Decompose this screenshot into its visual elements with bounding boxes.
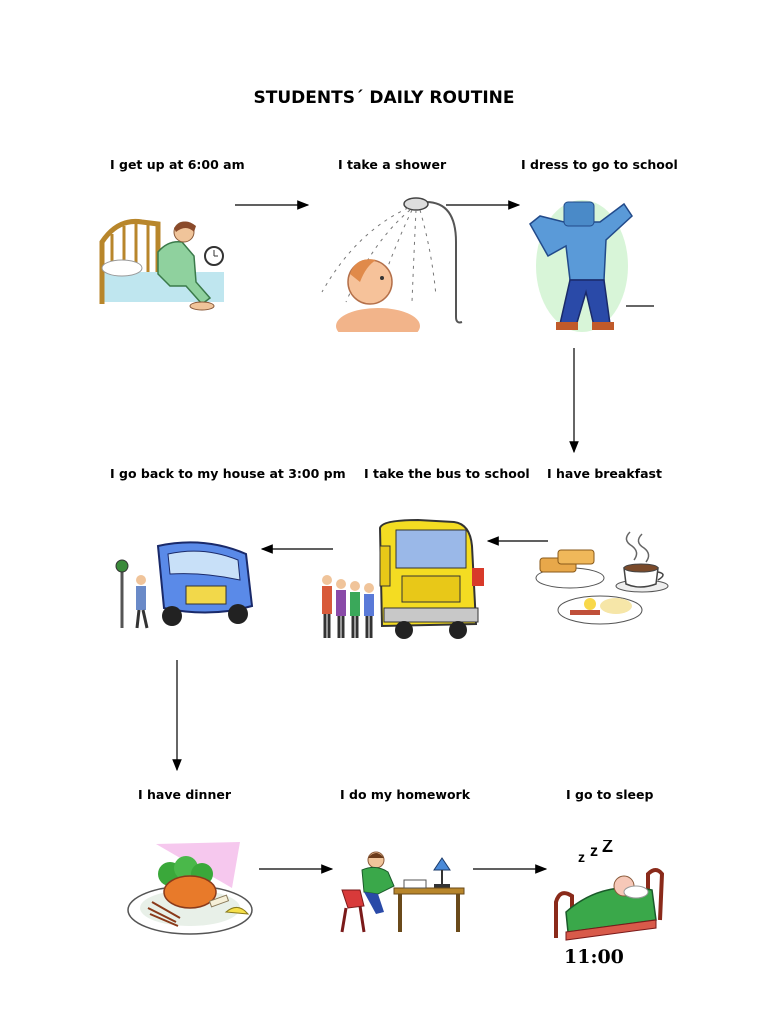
step-label-shower: I take a shower: [338, 157, 447, 172]
shower-icon: [316, 192, 468, 332]
dinner-icon: [126, 838, 256, 942]
svg-text:z: z: [590, 843, 598, 860]
students-group: [322, 575, 374, 638]
step-label-get-up: I get up at 6:00 am: [110, 157, 245, 172]
sleep-time-label: 11:00: [564, 946, 624, 968]
homework-icon: [338, 850, 466, 934]
step-label-go-back: I go back to my house at 3:00 pm: [110, 466, 346, 481]
bus-front-icon: [110, 536, 260, 636]
wake-up-icon: [98, 212, 238, 316]
page-title: STUDENTS´ DAILY ROUTINE: [253, 88, 515, 108]
sleep-icon: [552, 840, 664, 944]
svg-text:Z: Z: [602, 840, 613, 856]
svg-text:z: z: [578, 849, 585, 865]
step-label-dress: I dress to go to school: [521, 157, 678, 172]
step-label-dinner: I have dinner: [138, 787, 231, 802]
step-label-bus: I take the bus to school: [364, 466, 530, 481]
school-bus-icon: [318, 516, 492, 646]
dressing-icon: [520, 196, 656, 336]
step-label-breakfast: I have breakfast: [547, 466, 662, 481]
step-label-homework: I do my homework: [340, 787, 471, 802]
breakfast-icon: [530, 530, 672, 634]
step-label-sleep: I go to sleep: [566, 787, 654, 802]
